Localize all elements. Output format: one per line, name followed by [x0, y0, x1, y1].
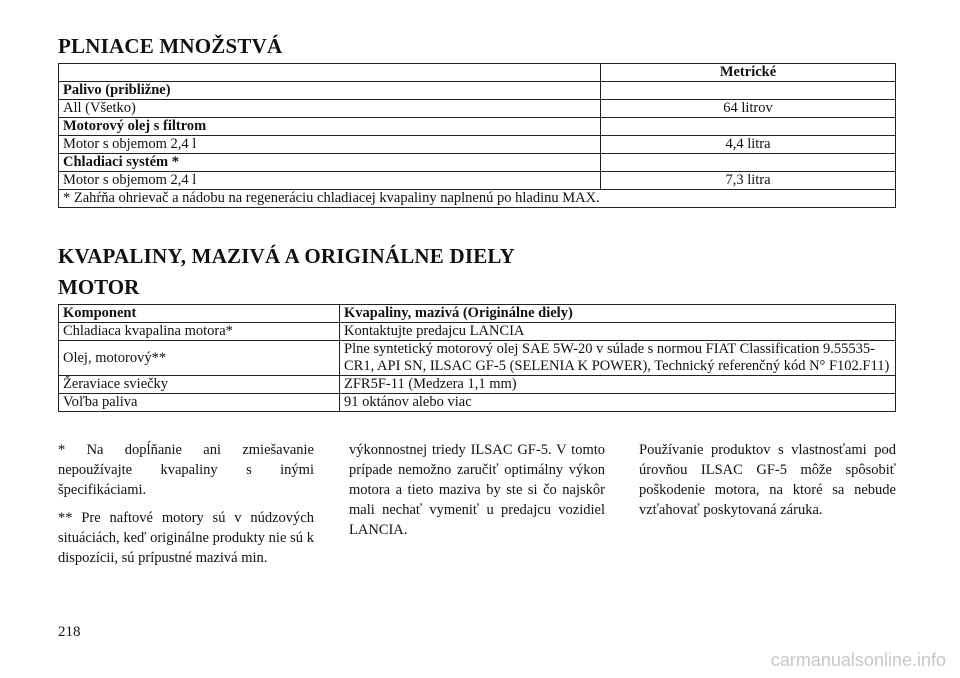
table-header-row: [59, 305, 896, 323]
row-label: Palivo (približne): [59, 82, 601, 100]
table-row: [59, 394, 896, 412]
header-metric: Metrické: [601, 64, 896, 82]
row-fluids: 91 oktánov alebo viac: [340, 394, 896, 412]
fluids-table: [58, 304, 896, 412]
section-subtitle-engine: MOTOR: [58, 275, 140, 299]
notes-column-2: [349, 440, 605, 548]
table-row: [59, 118, 896, 136]
header-component: Komponent: [59, 305, 340, 323]
notes-column-1: [58, 440, 314, 576]
row-label: Motor s objemom 2,4 l: [59, 136, 601, 154]
row-value: 7,3 litra: [601, 172, 896, 190]
note-paragraph: ** Pre naftové motory sú v núdzových situáciách, keď originálne produkty nie sú k dispozícii, sú prípustné mazivá min.: [58, 510, 314, 566]
row-label: Motor s objemom 2,4 l: [59, 172, 601, 190]
table-row: [59, 323, 896, 341]
row-value: [601, 154, 896, 172]
table-row: [59, 172, 896, 190]
table-row: [59, 154, 896, 172]
row-fluids: Plne syntetický motorový olej SAE 5W-20 v súlade s normou FIAT Classification 9.55535-CR1, API SN, ILSAC GF-5 (SELENIA K POWER), Technický referenčný kód N° F102.F11): [340, 341, 896, 376]
note-paragraph: výkonnostnej triedy ILSAC GF-5. V tomto prípade nemožno zaručiť optimálny výkon motora a tieto maziva by ste si čo najskôr mali nechať vymeniť u predajcu vozidiel LANCIA.: [349, 442, 605, 538]
table-row: [59, 376, 896, 394]
row-fluids: Kontaktujte predajcu LANCIA: [340, 323, 896, 341]
table-row: [59, 82, 896, 100]
row-value: 4,4 litra: [601, 136, 896, 154]
note-paragraph: * Na dopĺňanie ani zmiešavanie nepoužívajte kvapaliny s inými špecifikáciami.: [58, 442, 314, 498]
note-paragraph: Používanie produktov s vlastnosťami pod úrovňou ILSAC GF-5 môže spôsobiť poškodenie motora, na ktoré sa nebude vzťahovať poskytovaná záruka.: [639, 442, 896, 518]
table-row: [59, 136, 896, 154]
row-value: [601, 118, 896, 136]
row-label: All (Všetko): [59, 100, 601, 118]
row-fluids: ZFR5F-11 (Medzera 1,1 mm): [340, 376, 896, 394]
page-number: 218: [58, 624, 81, 640]
table-row: [59, 341, 896, 376]
row-label: Chladiaci systém *: [59, 154, 601, 172]
section-title-capacities: PLNIACE MNOŽSTVÁ: [58, 34, 283, 58]
row-component: Voľba paliva: [59, 394, 340, 412]
row-value: 64 litrov: [601, 100, 896, 118]
row-component: Olej, motorový**: [59, 341, 340, 376]
table-footnote: * Zahŕňa ohrievač a nádobu na regeneráciu chladiacej kvapaliny naplnenú po hladinu MAX.: [59, 190, 896, 208]
row-component: Chladiaca kvapalina motora*: [59, 323, 340, 341]
watermark: carmanualsonline.info: [770, 650, 946, 670]
row-value: [601, 82, 896, 100]
section-title-fluids: KVAPALINY, MAZIVÁ A ORIGINÁLNE DIELY: [58, 244, 516, 268]
capacities-table: [58, 63, 896, 208]
table-footnote-row: [59, 190, 896, 208]
table-header-row: [59, 64, 896, 82]
notes-column-3: [639, 440, 896, 528]
header-empty-cell: [59, 64, 601, 82]
header-fluids: Kvapaliny, mazivá (Originálne diely): [340, 305, 896, 323]
table-row: [59, 100, 896, 118]
row-label: Motorový olej s filtrom: [59, 118, 601, 136]
row-component: Žeraviace sviečky: [59, 376, 340, 394]
